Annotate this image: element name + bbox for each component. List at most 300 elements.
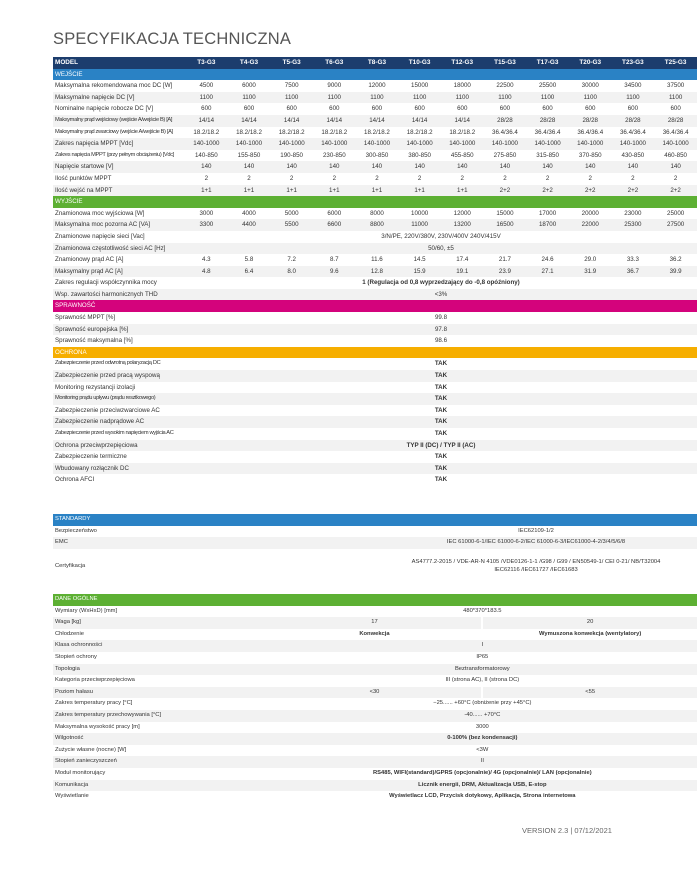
row-value: 6.4: [228, 266, 271, 278]
row-value: 16500: [484, 219, 527, 231]
row-label: Wyświetlanie: [55, 793, 89, 800]
row-value-left: Konwekcja: [359, 630, 390, 637]
row-value: 6600: [313, 219, 356, 231]
row-value: 17.4: [456, 256, 469, 264]
table-row: [53, 138, 697, 150]
row-value: 3000: [475, 723, 489, 730]
row-value: 18.2/18.2: [193, 128, 220, 136]
row-value: 140: [526, 161, 569, 173]
row-value: RS485, WIFI(standard)/GPRS (opcjonalnie)/ 4G (opcjonalnie)/ LAN (opcjonalnie): [372, 769, 592, 776]
row-value: 9.6: [313, 266, 356, 278]
table-row: [53, 231, 697, 243]
row-value: 18000: [453, 82, 471, 90]
row-value: 36.4/36.4: [534, 128, 561, 136]
row-value: 140-1000: [313, 138, 356, 150]
table-row: [53, 103, 697, 115]
row-label: Zabezpieczenie przed odwrotną polaryzacją DC: [55, 360, 161, 367]
row-label: Znamionowe napięcie sieci [Vac]: [55, 232, 145, 240]
row-value: 155-850: [237, 151, 261, 159]
table-row: [53, 358, 697, 370]
row-label: Monitoring rezystancji izolacji: [55, 383, 136, 391]
row-value: 18.2/18.2: [364, 128, 390, 136]
row-value: 140: [313, 161, 356, 173]
row-value: 2: [673, 174, 678, 182]
section-header-wyjscie: [53, 196, 697, 208]
section-title: WEJŚCIE: [53, 69, 697, 81]
section-title: SPRAWNOŚĆ: [53, 300, 697, 312]
model-name: T23-G3: [612, 57, 655, 69]
row-label: Maksymalna wysokość pracy [m]: [55, 723, 140, 730]
spec-table-standards: [53, 514, 697, 583]
value-line: IEC62109-1/2: [518, 527, 554, 534]
table-row: [53, 80, 697, 92]
row-value: 2: [375, 174, 379, 182]
section-header-wejscie: [53, 69, 697, 81]
row-value: Licznik energii, DRM, Aktualizacja USB, E-stop: [268, 780, 697, 792]
row-label: Zakres napięcia MPPT [Vdc]: [53, 138, 185, 150]
row-value: 1+1: [441, 185, 484, 197]
row-label: Waga [kg]: [53, 617, 268, 629]
row-value: 14/14: [441, 115, 484, 127]
table-row: [53, 629, 697, 641]
row-value: 98.6: [434, 337, 448, 345]
row-value: 12000: [368, 82, 386, 90]
row-value: I: [268, 640, 697, 652]
row-value: 22000: [569, 219, 612, 231]
table-row: [53, 115, 697, 127]
row-value: 4000: [242, 209, 256, 217]
row-label: Chłodzenie: [55, 630, 85, 637]
row-value: 14/14: [228, 115, 271, 127]
row-value: 14/14: [356, 115, 399, 127]
row-value: 4500: [199, 82, 214, 90]
row-value: 18.2/18.2: [449, 128, 476, 136]
table-row: [53, 92, 697, 104]
value-line: IEC62116 /IEC61727 /IEC61683: [494, 566, 578, 573]
row-value: 600: [627, 105, 639, 113]
row-value: TYP II (DC) / TYP II (AC): [185, 440, 697, 452]
model-name: T5-G3: [270, 57, 313, 69]
table-row: [53, 173, 697, 185]
row-value: III (strona AC), II (strona DC): [445, 677, 520, 684]
row-value: 28/28: [654, 115, 697, 127]
row-value: 140-1000: [612, 138, 655, 150]
row-value: 1+1: [270, 185, 313, 197]
row-value: 30000: [581, 82, 599, 90]
table-row: [53, 722, 697, 734]
row-value: 600: [243, 105, 255, 113]
table-row: [53, 277, 697, 289]
table-row: [53, 266, 697, 278]
row-value: 36.4/36.4: [662, 128, 689, 136]
row-value: 36.4/36.4: [577, 128, 604, 136]
row-value: 1100: [569, 92, 612, 104]
table-row: [53, 745, 697, 757]
row-label: Zabezpieczenie przed pracą wyspową: [53, 370, 185, 382]
section-header-ochrona: [53, 347, 697, 359]
row-value: 1+1: [356, 185, 399, 197]
row-value: TAK: [434, 360, 448, 368]
row-value: 12.8: [356, 266, 399, 278]
row-value: 2: [417, 174, 422, 182]
row-value: 600: [457, 105, 468, 113]
row-label: Ilość wejść na MPPT: [53, 185, 185, 197]
row-value: 315-850: [536, 151, 559, 159]
row-label: Certyfikacja: [55, 562, 86, 569]
table-row: [53, 324, 697, 336]
row-value: 15000: [411, 82, 429, 90]
row-value: 2+2: [484, 185, 527, 197]
row-value: 140-1000: [441, 138, 484, 150]
row-value: [375, 537, 697, 549]
row-value: <3W: [476, 746, 489, 753]
row-value: 600: [414, 105, 425, 113]
table-row: [53, 451, 697, 463]
row-label: Ilość punktów MPPT: [55, 174, 112, 182]
row-value: 1100: [441, 92, 484, 104]
row-label: Wilgotność: [53, 733, 268, 745]
row-value: 140-1000: [526, 138, 569, 150]
model-name: T20-G3: [569, 57, 612, 69]
table-row: [53, 127, 697, 139]
row-value: 1100: [398, 92, 441, 104]
row-value: 21.7: [498, 256, 511, 264]
row-value: 14/14: [185, 115, 228, 127]
row-value: 140-1000: [569, 138, 612, 150]
row-value: 1100: [654, 92, 697, 104]
row-value-left: <30: [268, 687, 483, 699]
row-value: 8.7: [329, 256, 339, 264]
row-value: 300-850: [365, 151, 389, 159]
row-label: Zakres temperatury przechowywania [°C]: [53, 710, 268, 722]
model-name: T6-G3: [313, 57, 356, 69]
row-value: 14/14: [270, 115, 313, 127]
row-value: 1+1: [313, 185, 356, 197]
table-row: [53, 150, 697, 162]
row-value: 29.0: [584, 256, 597, 264]
row-value: [375, 526, 697, 538]
section-header-standardy: [53, 514, 697, 526]
row-value: TAK: [185, 416, 697, 428]
row-value: 1100: [356, 92, 399, 104]
section-header-sprawnosc: [53, 300, 697, 312]
section-title: OCHRONA: [53, 347, 697, 359]
row-label: Komunikacja: [53, 780, 268, 792]
row-value: 370-850: [578, 151, 602, 159]
row-value: Wyświetlacz LCD, Przycisk dotykowy, Aplikacja, Strona internetowa: [389, 793, 576, 800]
row-value: 50/60, ±5: [185, 243, 697, 255]
row-value: 10000: [411, 209, 429, 217]
row-value: 18.2/18.2: [278, 128, 305, 136]
row-label: Zabezpieczenie przed wysokim napięciem wyjścia AC: [55, 430, 174, 436]
row-value: 460-850: [664, 151, 687, 159]
row-label: Nominalne napięcie robocze DC [V]: [55, 105, 154, 113]
row-value: 99.8: [434, 314, 448, 322]
row-label: Kategoria przeciwprzepięciowa: [55, 677, 135, 684]
table-row: [53, 640, 697, 652]
row-value: 5.8: [244, 256, 254, 264]
table-row: [53, 428, 697, 440]
value-line: AS4777.2-2015 / VDE-AR-N 4105 /VDE0126-1-1 /G98 / G99 / EN50549-1/ CEI 0-21/ NB/T32004: [411, 558, 661, 565]
section-title: WYJŚCIE: [53, 196, 697, 208]
row-label: Zabezpieczenie termiczne: [55, 453, 127, 461]
model-name: T15-G3: [484, 57, 527, 69]
row-value: 14/14: [313, 115, 356, 127]
row-label: Maksymalne napięcie DC [V]: [53, 92, 185, 104]
model-name: T4-G3: [228, 57, 271, 69]
row-value: 36.7: [612, 266, 655, 278]
table-row: [53, 185, 697, 197]
table-row: [53, 664, 697, 676]
row-value: 3000: [199, 209, 214, 217]
row-value: 18700: [526, 219, 569, 231]
row-label: Maksymalny prąd zwarciowy (wejście A/wejście B) [A]: [55, 128, 173, 135]
row-value: 140-850: [194, 151, 218, 159]
row-value-left: 17: [268, 617, 483, 629]
row-label: Zużycie własne (nocne) [W]: [55, 746, 127, 753]
row-value: 140: [185, 161, 228, 173]
row-value: 2+2: [526, 185, 569, 197]
row-value: 6000: [327, 209, 342, 217]
row-value: 9000: [327, 82, 342, 90]
row-value: 6000: [242, 82, 256, 90]
row-value: 1100: [185, 92, 228, 104]
table-row: [53, 382, 697, 394]
row-value: 0-100% (bez kondensacji): [268, 733, 697, 745]
row-value: 18.2/18.2: [406, 128, 433, 136]
table-row: [53, 405, 697, 417]
row-value: 17000: [538, 209, 557, 217]
row-value: 2: [247, 174, 251, 182]
table-row: [53, 312, 697, 324]
row-value: TAK: [185, 463, 697, 475]
table-row: [53, 463, 697, 475]
table-row: [53, 652, 697, 664]
row-label: Maksymalna moc pozorna AC [VA]: [53, 219, 185, 231]
row-label: Ochrona przeciwprzepięciowa: [53, 440, 185, 452]
row-value: 600: [670, 105, 681, 113]
row-label: Stopień ochrony: [55, 653, 97, 660]
row-label: Ochrona AFCI: [55, 476, 95, 484]
value-line: IEC 61000-6-1/IEC 61000-6-2/IEC 61000-6-3/IEC61000-4-2/3/4/5/6/8: [446, 539, 626, 546]
row-value: 140: [398, 161, 441, 173]
row-value: 24.6: [541, 256, 554, 264]
row-value: 18.2/18.2: [321, 128, 348, 136]
table-row: [53, 768, 697, 780]
table-row: [53, 243, 697, 255]
table-row: [53, 393, 697, 405]
row-label: Monitoring prądu upływu (prądu resztkowego): [53, 393, 185, 405]
table-row: [53, 710, 697, 722]
row-value: 14/14: [398, 115, 441, 127]
row-value: 140-1000: [228, 138, 271, 150]
row-value: 140: [228, 161, 271, 173]
row-value: II: [268, 756, 697, 768]
row-value: <3%: [185, 289, 697, 301]
row-value: 2: [503, 174, 507, 182]
row-value: 20000: [581, 209, 599, 217]
row-value-right: 20: [482, 617, 697, 629]
row-label: Zabezpieczenie przeciwzwarciowe AC: [55, 406, 160, 414]
model-header-row: [53, 57, 697, 69]
row-label: Sprawność maksymalna [%]: [55, 337, 133, 345]
row-value: 140-1000: [270, 138, 313, 150]
row-value: 27.1: [526, 266, 569, 278]
row-value: 2: [545, 174, 550, 182]
row-value: 140: [569, 161, 612, 173]
row-value: 22500: [496, 82, 514, 90]
row-value: -40...... +70°C: [268, 710, 697, 722]
row-label: Maksymalny prąd AC [A]: [53, 266, 185, 278]
page-title: SPECYFIKACJA TECHNICZNA: [53, 30, 292, 48]
row-value: 2+2: [569, 185, 612, 197]
row-value: −25...... +60°C (obniżenie przy +45°C): [433, 700, 532, 707]
row-label: Klasa ochronności: [53, 640, 268, 652]
row-value: 25000: [667, 209, 685, 217]
row-value: 190-850: [280, 151, 303, 159]
row-value: 2+2: [654, 185, 697, 197]
row-value: 25500: [538, 82, 557, 90]
row-value: 2: [631, 174, 635, 182]
row-value: 36.2: [669, 256, 682, 264]
row-value: 19.1: [441, 266, 484, 278]
row-value: 11.6: [371, 256, 383, 264]
table-row: [53, 791, 697, 803]
table-row: [53, 416, 697, 428]
table-row: [53, 289, 697, 301]
row-label: Znamionowa moc wyjściowa [W]: [55, 209, 145, 217]
row-value: 15000: [496, 209, 514, 217]
row-label: Wsp. zawartości harmonicznych THD: [53, 289, 185, 301]
row-value: 140: [654, 161, 697, 173]
row-value: 2: [332, 174, 337, 182]
row-label: Poziom hałasu: [53, 687, 268, 699]
row-value: 25300: [612, 219, 655, 231]
row-value: 14.5: [413, 256, 426, 264]
row-value: IP65: [476, 653, 489, 660]
row-value: 1+1: [398, 185, 441, 197]
row-value-right: Wymuszona konwekcja (wentylatory): [482, 629, 697, 641]
table-row: [53, 219, 697, 231]
spec-table-general: [53, 594, 697, 803]
row-label: Znamionowy prąd AC [A]: [55, 256, 124, 264]
row-label: Stopień zanieczyszczeń: [53, 756, 268, 768]
row-value: 12000: [453, 209, 471, 217]
row-label: Wbudowany rozłącznik DC: [53, 463, 185, 475]
row-value: 140: [612, 161, 655, 173]
table-row: [53, 549, 697, 583]
row-value: 600: [329, 105, 340, 113]
row-value: TAK: [434, 406, 448, 414]
row-value: 2+2: [612, 185, 655, 197]
row-value: 1100: [484, 92, 527, 104]
row-value: 600: [286, 105, 297, 113]
row-value: 1+1: [185, 185, 228, 197]
row-label: Napięcie startowe [V]: [53, 161, 185, 173]
row-value: 1100: [228, 92, 271, 104]
model-name: T12-G3: [441, 57, 484, 69]
row-value: 13200: [441, 219, 484, 231]
row-value: 2: [460, 174, 464, 182]
row-label: Maksymalna rekomendowana moc DC [W]: [55, 82, 173, 90]
row-label: Zabezpieczenie nadprądowe AC: [53, 416, 185, 428]
row-value: 7.2: [287, 256, 296, 264]
row-value: 5500: [270, 219, 313, 231]
table-row: [53, 370, 697, 382]
row-value: 1100: [270, 92, 313, 104]
row-value: TAK: [185, 393, 697, 405]
row-value: 1+1: [228, 185, 271, 197]
row-label: Maksymalny prąd wejściowy (wejście A/wejście B) [A]: [53, 115, 185, 127]
table-row: [53, 698, 697, 710]
row-value: 15.9: [398, 266, 441, 278]
row-value: 36.4/36.4: [492, 128, 518, 136]
row-value: 28/28: [526, 115, 569, 127]
section-title: DANE OGÓLNE: [53, 594, 697, 606]
row-value: 430-850: [621, 151, 645, 159]
row-value: 1100: [313, 92, 356, 104]
table-row: [53, 617, 697, 629]
row-value: 8800: [356, 219, 399, 231]
row-value: 600: [371, 105, 383, 113]
row-value: TAK: [434, 453, 448, 461]
model-name: T17-G3: [526, 57, 569, 69]
row-value: 480*370*183.5: [463, 607, 502, 614]
row-value: 28/28: [484, 115, 527, 127]
row-value: [375, 549, 697, 583]
row-value: 140-1000: [654, 138, 697, 150]
row-label: Znamionowa częstotliwość sieci AC [Hz]: [53, 243, 185, 255]
row-label: Sprawność MPPT [%]: [55, 314, 116, 322]
row-label: Zakres regulacji współczynnika mocy: [55, 279, 157, 287]
row-value: 5000: [284, 209, 299, 217]
row-label: EMC: [53, 537, 375, 549]
row-value: 140-1000: [484, 138, 527, 150]
row-value: 275-850: [493, 151, 517, 159]
row-value: 37500: [667, 82, 685, 90]
row-value: 140: [356, 161, 399, 173]
row-value: 23.9: [484, 266, 527, 278]
row-value: 140: [484, 161, 527, 173]
row-value: 600: [542, 105, 553, 113]
table-row: [53, 675, 697, 687]
row-value: 7500: [284, 82, 299, 90]
row-label: Wymiary (WxHxD) [mm]: [55, 607, 118, 614]
row-value: TAK: [434, 430, 448, 437]
version-footer: VERSION 2.3 | 07/12/2021: [522, 826, 612, 835]
section-header-dane-ogolne: [53, 594, 697, 606]
table-row: [53, 161, 697, 173]
table-row: [53, 335, 697, 347]
model-label: MODEL: [53, 57, 185, 69]
row-value: 4.8: [185, 266, 228, 278]
row-value: 600: [585, 105, 596, 113]
row-value: 3/N/PE, 220V/380V, 230V/400V 240V/415V: [381, 232, 501, 240]
table-row: [53, 687, 697, 699]
row-value: 600: [201, 105, 212, 113]
table-row: [53, 537, 697, 549]
row-value-right: <55: [482, 687, 697, 699]
row-value: 34500: [624, 82, 642, 90]
row-value: 230-850: [322, 151, 346, 159]
row-value: 28/28: [612, 115, 655, 127]
row-value: 1 (Regulacja od 0,8 wyprzedzający do -0,8 opóźniony): [362, 279, 520, 287]
table-row: [53, 208, 697, 220]
table-row: [53, 756, 697, 768]
row-value: 36.4/36.4: [619, 128, 646, 136]
section-title: STANDARDY: [53, 514, 697, 526]
model-name: T10-G3: [398, 57, 441, 69]
